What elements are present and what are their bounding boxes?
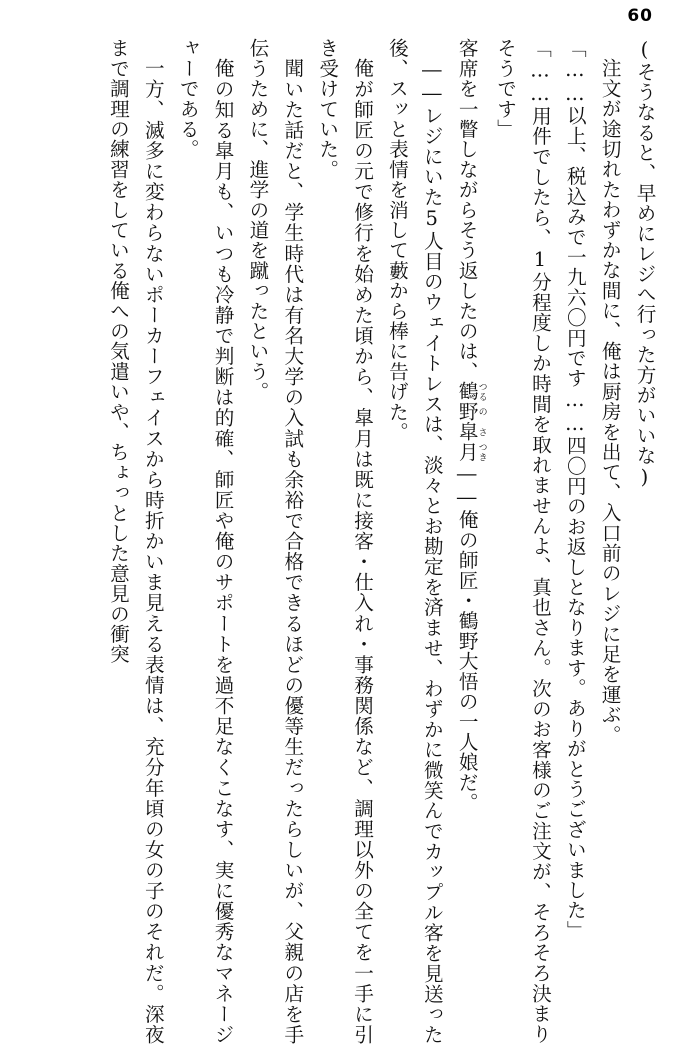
- paragraph-10: 一方、滅多に変わらないポーカーフェイスから時折かいま見える表情は、充分年頃の女の子のそれだ。深夜まで調理の練習をしている俺への気遣いや、ちょっとした意見の衝突: [106, 38, 165, 1044]
- ruby-text-tsuki: つき: [476, 442, 487, 463]
- ruby-text-no: の: [476, 401, 487, 422]
- paragraph-8: 聞いた話だと、学生時代は有名大学の入試も余裕で合格できるほどの優等生だったらしいが、父親の店を手伝うために、進学の道を蹴ったという。: [245, 38, 304, 1044]
- page-number: 60: [627, 6, 653, 26]
- paragraph-3: 「……以上、税込みで一九六〇円です……四〇円のお返しとなります。ありがとうございました」: [563, 38, 587, 941]
- ruby-tsuruno: 鶴つる野の皐さ月つき: [455, 381, 487, 463]
- paragraph-4: 「……用件でしたら、1分程度しか時間を取れませんよ、真也さん。次のお客様のご注文が、そろそろ決まりそうです」: [493, 38, 552, 1044]
- paragraph-5: 客席を一瞥しながらそう返したのは、鶴つる野の皐さ月つき――俺の師匠・鶴野大悟の一人娘だ。: [448, 38, 486, 1044]
- ruby-text-sa: さ: [476, 421, 487, 442]
- paragraph-7: 俺が師匠の元で修行を始めた頃から、皐月は既に接客・仕入れ・事務関係など、調理以外の全てを一手に引き受けていた。: [315, 38, 374, 1044]
- paragraph-9: 俺の知る皐月も、いつも冷静で判断は的確、師匠や俺のサポートを過不足なくこなす、実に優秀なマネージャーである。: [176, 38, 234, 1044]
- paragraph-2: 注文が途切れたわずかな間に、俺は厨房を出て、入口前のレジに足を運ぶ。: [598, 57, 622, 745]
- em-dash: ――: [455, 462, 479, 510]
- ruby-text-tsuru: つる: [476, 381, 487, 402]
- paragraph-1: (そうなると、早めにレジへ行った方がいいな): [633, 38, 656, 490]
- page-body: [16, 38, 661, 1044]
- paragraph-6: ――レジにいた5人目のウェイトレスは、淡々とお勘定を済ませ、わずかに微笑んでカップル客を見送った後、スッと表情を消して藪から棒に告げた。: [385, 38, 444, 1044]
